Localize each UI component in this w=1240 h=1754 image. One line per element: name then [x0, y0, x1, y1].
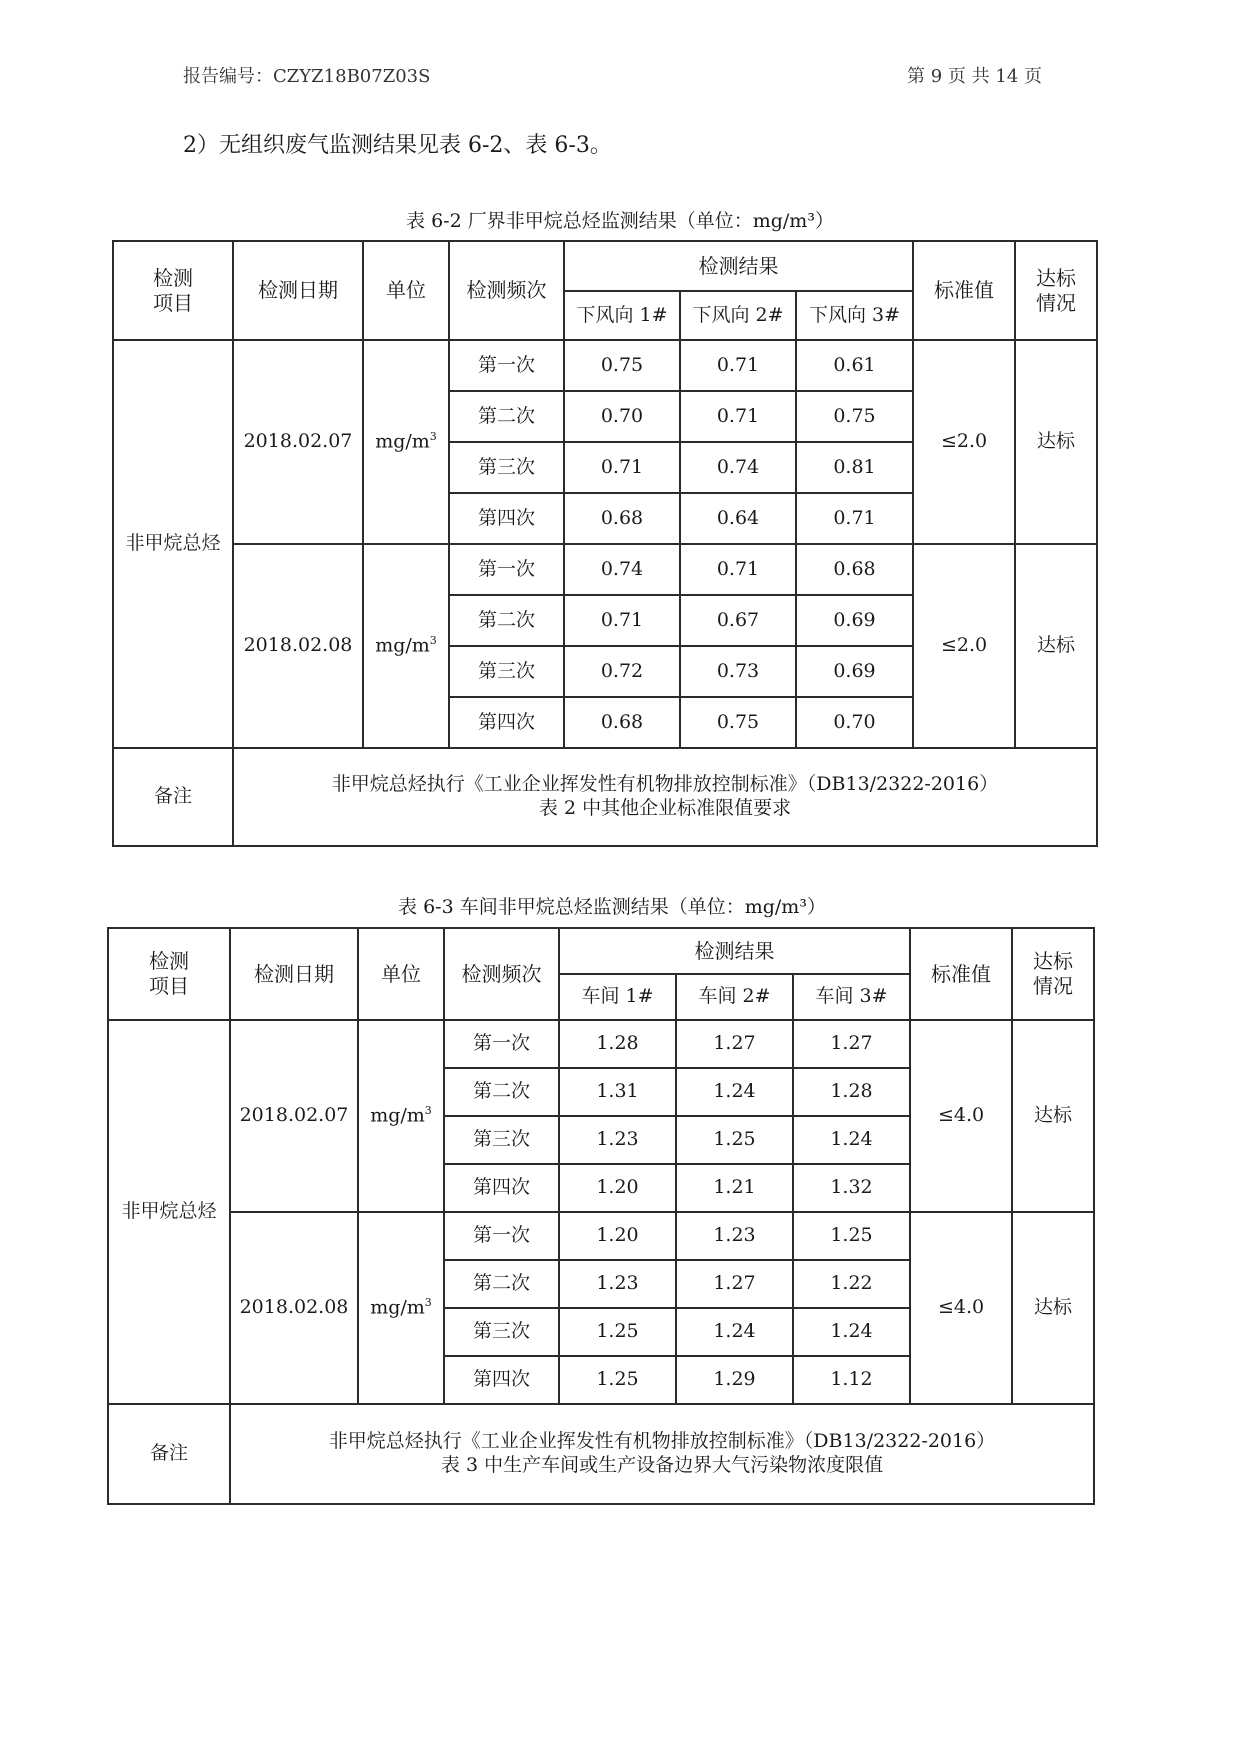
value-cell: 1.27: [676, 1260, 793, 1308]
header-point: 车间 3#: [793, 974, 910, 1020]
header-unit: 单位: [358, 928, 444, 1020]
standard-cell: ≤4.0: [910, 1020, 1012, 1212]
header-frequency: 检测频次: [444, 928, 559, 1020]
value-cell: 1.24: [676, 1308, 793, 1356]
unit-text: mg/m: [375, 634, 430, 657]
unit-text: mg/m: [370, 1296, 425, 1319]
unit-text: mg/m: [375, 430, 430, 453]
value-cell: 1.25: [559, 1308, 676, 1356]
header-result: 检测结果: [564, 241, 913, 291]
value-cell: 1.25: [676, 1116, 793, 1164]
header-status-line: 情况: [1036, 290, 1077, 315]
header-standard: 标准值: [913, 241, 1015, 340]
unit-superscript: 3: [424, 1295, 432, 1309]
frequency-cell: 第四次: [449, 697, 564, 748]
table-caption: 表 6-3 车间非甲烷总烃监测结果（单位：mg/m³）: [398, 896, 826, 918]
value-cell: 1.27: [793, 1020, 910, 1068]
frequency-cell: 第三次: [444, 1308, 559, 1356]
value-cell: 1.28: [559, 1020, 676, 1068]
value-cell: 0.70: [564, 391, 680, 442]
table-row: [113, 544, 1097, 595]
date-cell: 2018.02.08: [230, 1212, 358, 1404]
value-cell: 1.32: [793, 1164, 910, 1212]
header-point: 下风向 3#: [796, 291, 913, 340]
item-cell: 非甲烷总烃: [113, 340, 233, 748]
value-cell: 0.64: [680, 493, 796, 544]
header-item: [108, 928, 230, 1020]
value-cell: 0.67: [680, 595, 796, 646]
results-table: [107, 927, 1095, 1505]
header-point: 车间 1#: [559, 974, 676, 1020]
value-cell: 0.68: [796, 544, 913, 595]
value-cell: 1.24: [793, 1116, 910, 1164]
value-cell: 0.75: [796, 391, 913, 442]
status-cell: 达标: [1012, 1212, 1094, 1404]
header-point: 下风向 2#: [680, 291, 796, 340]
status-cell: 达标: [1015, 340, 1097, 544]
note-text: [230, 1404, 1094, 1504]
header-status-line: 达标: [1033, 949, 1074, 973]
unit-superscript: 3: [429, 429, 437, 443]
header-item-line: 项目: [153, 290, 193, 315]
value-cell: 1.31: [559, 1068, 676, 1116]
value-cell: 0.69: [796, 646, 913, 697]
value-cell: 1.29: [676, 1356, 793, 1404]
frequency-cell: 第一次: [444, 1212, 559, 1260]
header-item-line: 检测: [149, 949, 189, 973]
note-text: [233, 748, 1097, 846]
date-cell: 2018.02.07: [230, 1020, 358, 1212]
results-table: [112, 240, 1098, 847]
page-number: 第 9 页 共 14 页: [907, 66, 1042, 87]
unit-cell: [363, 340, 449, 544]
standard-cell: ≤2.0: [913, 544, 1015, 748]
header-standard: 标准值: [910, 928, 1012, 1020]
header-status: [1012, 928, 1094, 1020]
value-cell: 0.68: [564, 493, 680, 544]
status-cell: 达标: [1012, 1020, 1094, 1212]
frequency-cell: 第二次: [449, 391, 564, 442]
value-cell: 1.28: [793, 1068, 910, 1116]
value-cell: 0.75: [680, 697, 796, 748]
value-cell: 1.22: [793, 1260, 910, 1308]
standard-cell: ≤4.0: [910, 1212, 1012, 1404]
value-cell: 0.71: [680, 544, 796, 595]
note-line: 非甲烷总烃执行《工业企业挥发性有机物排放控制标准》（DB13/2322-2016）: [328, 1430, 996, 1453]
value-cell: 0.74: [680, 442, 796, 493]
value-cell: 1.25: [793, 1212, 910, 1260]
frequency-cell: 第二次: [444, 1068, 559, 1116]
frequency-cell: 第四次: [444, 1164, 559, 1212]
value-cell: 1.23: [559, 1260, 676, 1308]
value-cell: 1.27: [676, 1020, 793, 1068]
value-cell: 0.74: [564, 544, 680, 595]
note-line: 非甲烷总烃执行《工业企业挥发性有机物排放控制标准》（DB13/2322-2016）: [331, 773, 999, 796]
table-row: [108, 1212, 1094, 1260]
value-cell: 1.24: [793, 1308, 910, 1356]
value-cell: 0.75: [564, 340, 680, 391]
header-date: 检测日期: [233, 241, 363, 340]
frequency-cell: 第四次: [449, 493, 564, 544]
note-line: 表 3 中生产车间或生产设备边界大气污染物浓度限值: [440, 1454, 884, 1476]
value-cell: 1.12: [793, 1356, 910, 1404]
note-row: [113, 748, 1097, 846]
note-line: 表 2 中其他企业标准限值要求: [538, 797, 792, 819]
header-unit: 单位: [363, 241, 449, 340]
table-row: [113, 340, 1097, 391]
value-cell: 0.68: [564, 697, 680, 748]
value-cell: 0.81: [796, 442, 913, 493]
date-cell: 2018.02.07: [233, 340, 363, 544]
frequency-cell: 第一次: [449, 544, 564, 595]
value-cell: 1.20: [559, 1212, 676, 1260]
status-cell: 达标: [1015, 544, 1097, 748]
standard-cell: ≤2.0: [913, 340, 1015, 544]
value-cell: 1.23: [676, 1212, 793, 1260]
table-caption: 表 6-2 厂界非甲烷总烃监测结果（单位：mg/m³）: [406, 210, 834, 232]
note-row: [108, 1404, 1094, 1504]
header-frequency: 检测频次: [449, 241, 564, 340]
value-cell: 0.70: [796, 697, 913, 748]
value-cell: 1.21: [676, 1164, 793, 1212]
header-item-line: 项目: [149, 974, 189, 998]
unit-cell: [363, 544, 449, 748]
value-cell: 1.20: [559, 1164, 676, 1212]
value-cell: 0.73: [680, 646, 796, 697]
header-result: 检测结果: [559, 928, 910, 974]
date-cell: 2018.02.08: [233, 544, 363, 748]
header-status-line: 情况: [1033, 974, 1074, 998]
frequency-cell: 第三次: [449, 442, 564, 493]
frequency-cell: 第一次: [449, 340, 564, 391]
note-label: 备注: [108, 1404, 230, 1504]
frequency-cell: 第四次: [444, 1356, 559, 1404]
header-status: [1015, 241, 1097, 340]
intro-text: 2）无组织废气监测结果见表 6-2、表 6-3。: [183, 133, 612, 158]
item-cell: 非甲烷总烃: [108, 1020, 230, 1404]
frequency-cell: 第二次: [449, 595, 564, 646]
value-cell: 0.71: [564, 595, 680, 646]
value-cell: 0.71: [680, 391, 796, 442]
table-header-row: [108, 928, 1094, 974]
value-cell: 0.71: [680, 340, 796, 391]
value-cell: 0.71: [796, 493, 913, 544]
frequency-cell: 第二次: [444, 1260, 559, 1308]
header-point: 下风向 1#: [564, 291, 680, 340]
value-cell: 1.24: [676, 1068, 793, 1116]
value-cell: 0.71: [564, 442, 680, 493]
unit-cell: [358, 1020, 444, 1212]
value-cell: 1.23: [559, 1116, 676, 1164]
value-cell: 1.25: [559, 1356, 676, 1404]
value-cell: 0.61: [796, 340, 913, 391]
table-header-row: [113, 241, 1097, 291]
value-cell: 0.72: [564, 646, 680, 697]
table-row: [108, 1020, 1094, 1068]
report-number: 报告编号：CZYZ18B07Z03S: [183, 66, 431, 87]
frequency-cell: 第三次: [444, 1116, 559, 1164]
frequency-cell: 第一次: [444, 1020, 559, 1068]
unit-superscript: 3: [424, 1103, 432, 1117]
header-date: 检测日期: [230, 928, 358, 1020]
header-item-line: 检测: [153, 265, 193, 290]
value-cell: 0.69: [796, 595, 913, 646]
note-label: 备注: [113, 748, 233, 846]
header-point: 车间 2#: [676, 974, 793, 1020]
header-status-line: 达标: [1036, 265, 1077, 290]
header-item: [113, 241, 233, 340]
frequency-cell: 第三次: [449, 646, 564, 697]
unit-text: mg/m: [370, 1104, 425, 1127]
unit-superscript: 3: [429, 633, 437, 647]
unit-cell: [358, 1212, 444, 1404]
